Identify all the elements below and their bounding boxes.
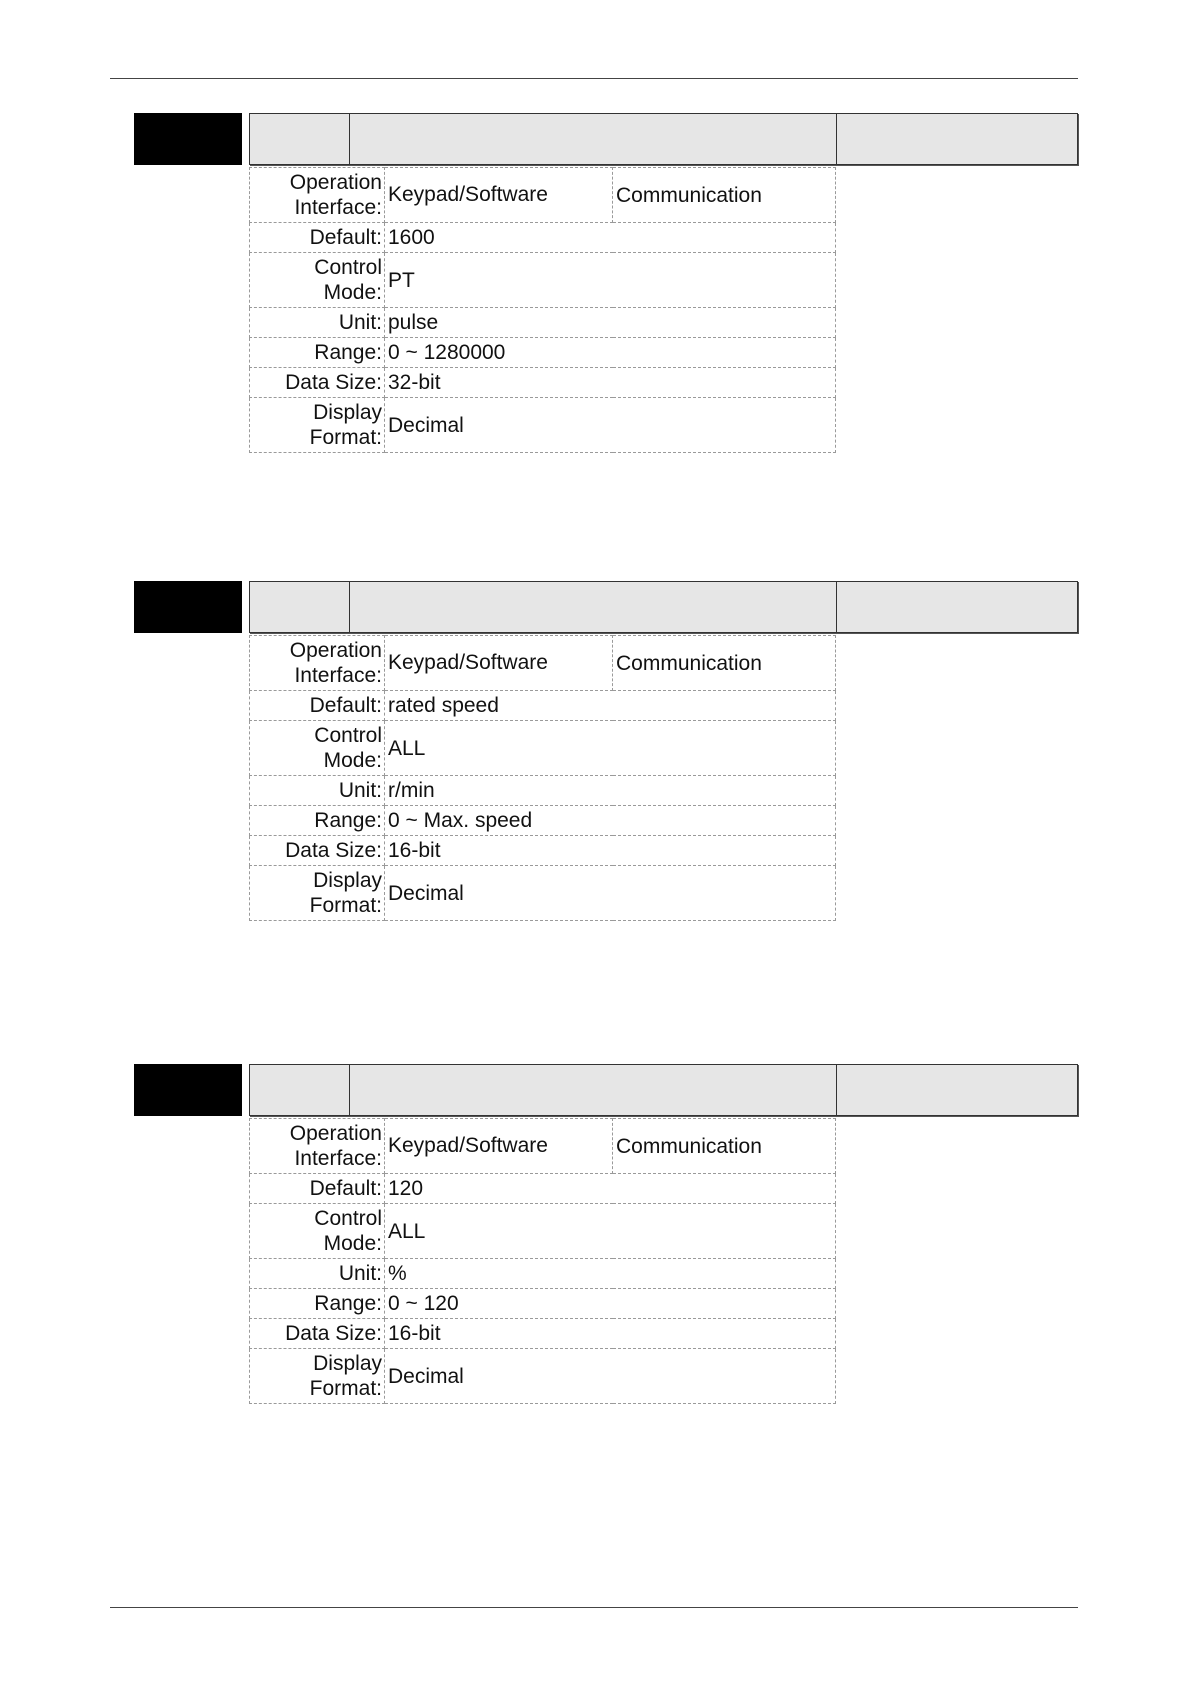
interface-label-2: Interface: <box>294 1147 382 1170</box>
default-value: 1600 <box>385 223 836 253</box>
data-size-row <box>250 1319 836 1349</box>
control-mode-value: ALL <box>385 1204 836 1259</box>
control-label-2: Mode: <box>323 749 382 772</box>
interface-communication: Communication <box>613 168 836 223</box>
format-label: Display <box>313 869 382 892</box>
interface-communication: Communication <box>613 636 836 691</box>
control-mode-row <box>250 253 836 308</box>
parameter-info-table <box>249 167 836 453</box>
display-format-value: Decimal <box>385 866 836 921</box>
control-label: Control <box>314 1207 382 1230</box>
range-value: 0 ~ Max. speed <box>385 806 836 836</box>
parameter-code-tag <box>134 113 242 165</box>
interface-keypad: Keypad/Software <box>385 636 613 691</box>
data-size-value: 16-bit <box>385 836 836 866</box>
range-label: Range: <box>250 806 385 836</box>
display-format-row <box>250 866 836 921</box>
format-label: Display <box>313 401 382 424</box>
parameter-header-bar <box>249 1064 1078 1116</box>
format-label: Display <box>313 1352 382 1375</box>
format-label-2: Format: <box>309 894 382 917</box>
data-size-row <box>250 368 836 398</box>
data-size-row <box>250 836 836 866</box>
footer-rule <box>110 1607 1078 1608</box>
range-row <box>250 806 836 836</box>
parameter-info-table <box>249 1118 836 1404</box>
interface-keypad: Keypad/Software <box>385 168 613 223</box>
interface-row <box>250 1119 836 1174</box>
control-label-2: Mode: <box>323 281 382 304</box>
unit-row <box>250 776 836 806</box>
unit-value: % <box>385 1259 836 1289</box>
parameter-code-tag <box>134 1064 242 1116</box>
default-label: Default: <box>250 691 385 721</box>
default-row <box>250 1174 836 1204</box>
unit-label: Unit: <box>250 776 385 806</box>
default-label: Default: <box>250 223 385 253</box>
display-format-value: Decimal <box>385 1349 836 1404</box>
range-label: Range: <box>250 338 385 368</box>
control-mode-row <box>250 721 836 776</box>
unit-row <box>250 308 836 338</box>
interface-keypad: Keypad/Software <box>385 1119 613 1174</box>
range-value: 0 ~ 120 <box>385 1289 836 1319</box>
unit-value: pulse <box>385 308 836 338</box>
format-label-2: Format: <box>309 426 382 449</box>
range-value: 0 ~ 1280000 <box>385 338 836 368</box>
display-format-row <box>250 1349 836 1404</box>
default-row <box>250 223 836 253</box>
interface-label: Operation <box>289 171 382 194</box>
parameter-header-bar <box>249 113 1078 165</box>
default-value: rated speed <box>385 691 836 721</box>
unit-label: Unit: <box>250 1259 385 1289</box>
unit-value: r/min <box>385 776 836 806</box>
interface-communication: Communication <box>613 1119 836 1174</box>
control-label-2: Mode: <box>323 1232 382 1255</box>
parameter-info-table <box>249 635 836 921</box>
data-size-value: 16-bit <box>385 1319 836 1349</box>
parameter-code-tag <box>134 581 242 633</box>
interface-row <box>250 168 836 223</box>
interface-label: Operation <box>289 639 382 662</box>
interface-row <box>250 636 836 691</box>
control-mode-value: ALL <box>385 721 836 776</box>
data-size-label: Data Size: <box>250 368 385 398</box>
display-format-value: Decimal <box>385 398 836 453</box>
parameter-header-bar <box>249 581 1078 633</box>
interface-label: Operation <box>289 1122 382 1145</box>
unit-row <box>250 1259 836 1289</box>
range-row <box>250 338 836 368</box>
range-label: Range: <box>250 1289 385 1319</box>
interface-label-2: Interface: <box>294 196 382 219</box>
data-size-value: 32-bit <box>385 368 836 398</box>
format-label-2: Format: <box>309 1377 382 1400</box>
unit-label: Unit: <box>250 308 385 338</box>
header-rule <box>110 78 1078 79</box>
control-label: Control <box>314 256 382 279</box>
control-mode-value: PT <box>385 253 836 308</box>
default-label: Default: <box>250 1174 385 1204</box>
control-mode-row <box>250 1204 836 1259</box>
control-label: Control <box>314 724 382 747</box>
interface-label-2: Interface: <box>294 664 382 687</box>
range-row <box>250 1289 836 1319</box>
display-format-row <box>250 398 836 453</box>
data-size-label: Data Size: <box>250 836 385 866</box>
data-size-label: Data Size: <box>250 1319 385 1349</box>
default-row <box>250 691 836 721</box>
default-value: 120 <box>385 1174 836 1204</box>
